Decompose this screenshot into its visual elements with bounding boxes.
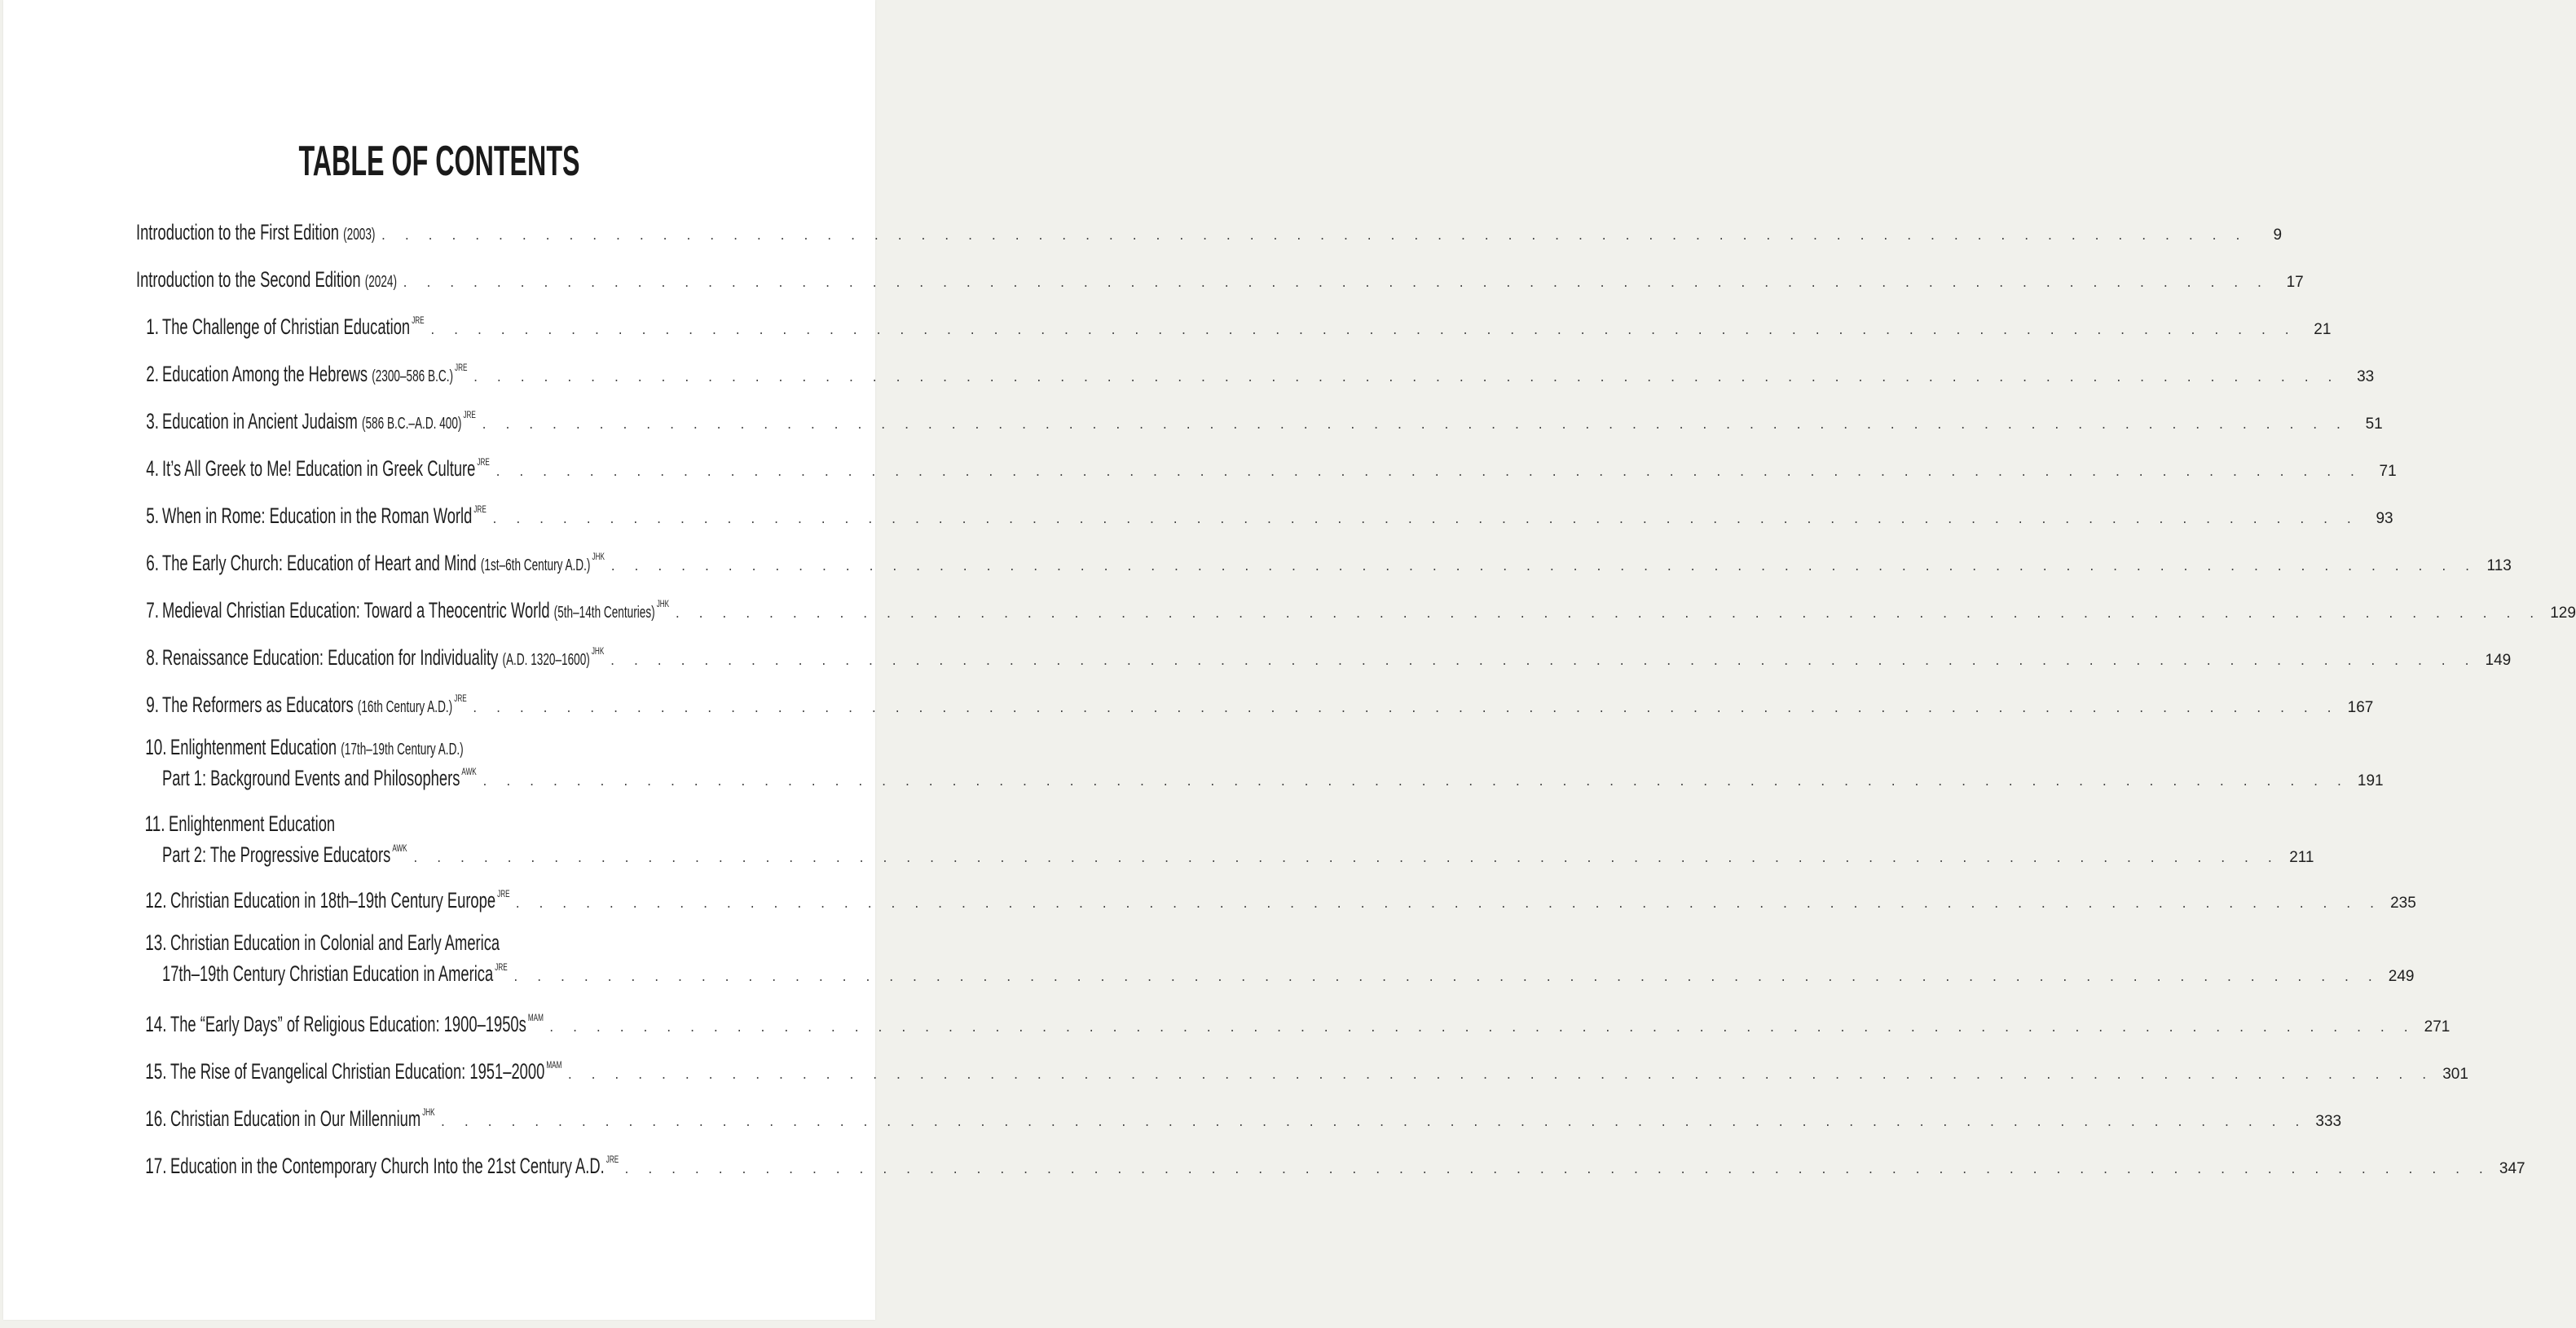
entry-number: 7. — [146, 598, 159, 622]
entry-title — [162, 362, 467, 387]
entry-title — [162, 503, 487, 529]
page-number: 333 — [2315, 1113, 2342, 1130]
entry-title-text: When in Rome: Education in the Roman World — [162, 503, 473, 528]
author-initials: JHK — [656, 598, 670, 609]
entry-number: 1. — [146, 314, 159, 339]
leader-dots: . . . . . . . . . . . . . . . . . . . . . . . . . . . . . . . . . . . . . . . . . . . . . . . . . . . . . . . . . . . . . . . . . . . . . . . . . . . . . . . . — [512, 972, 2379, 985]
entry-title — [170, 1059, 561, 1084]
author-initials: JRE — [455, 362, 468, 373]
page-number: 211 — [2289, 849, 2314, 866]
entry-title — [170, 1154, 619, 1179]
entry-title-text: Introduction to the Second Edition — [136, 267, 361, 292]
leader-dots: . . . . . . . . . . . . . . . . . . . . . . . . . . . . . . . . . . . . . . . . . . . . . . . . . . . . . . . . . . . . . . . . . . . . . . . . . . . . . . . . — [480, 420, 2347, 433]
toc-entry[interactable] — [136, 456, 2397, 489]
entry-number: 14. — [145, 1012, 167, 1036]
author-initials: JHK — [592, 551, 605, 562]
page-number: 51 — [2365, 416, 2383, 433]
leader-dots: . . . . . . . . . . . . . . . . . . . . . . . . . . . . . . . . . . . . . . . . . . . . . . . . . . . . . . . . . . . . . . . . . . . . . . . . . . . . . . . . — [471, 703, 2338, 716]
entry-number: 11. — [144, 811, 165, 836]
author-initials: AWK — [461, 766, 477, 777]
page-number: 271 — [2424, 1018, 2451, 1036]
entry-title — [170, 1012, 544, 1037]
entry-date-range: (A.D. 1320–1600) — [502, 651, 590, 669]
entry-title — [162, 645, 604, 671]
entry-number: 15. — [145, 1059, 167, 1084]
entry-subtitle-text: Part 1: Background Events and Philosophers — [162, 766, 460, 790]
toc-entry[interactable] — [136, 220, 2283, 253]
author-initials: JRE — [496, 888, 510, 899]
leader-dots: . . . . . . . . . . . . . . . . . . . . . . . . . . . . . . . . . . . . . . . . . . . . . . . . . . . . . . . . . . . . . . . . . . . . . . . . . . . . . . . . — [548, 1022, 2415, 1036]
leader-dots: . . . . . . . . . . . . . . . . . . . . . . . . . . . . . . . . . . . . . . . . . . . . . . . . . . . . . . . . . . . . . . . . . . . . . . . . . . . . . . . . — [412, 853, 2279, 866]
author-initials: JRE — [495, 961, 508, 973]
entry-title — [170, 930, 500, 956]
leader-dots: . . . . . . . . . . . . . . . . . . . . . . . . . . . . . . . . . . . . . . . . . . . . . . . . . . . . . . . . . . . . . . . . . . . . . . . . . . . . . . . . — [494, 467, 2361, 480]
leader-dots: . . . . . . . . . . . . . . . . . . . . . . . . . . . . . . . . . . . . . . . . . . . . . . . . . . . . . . . . . . . . . . . . . . . . . . . . . . . . . . . . — [513, 899, 2380, 912]
entry-date-range: (5th–14th Centuries) — [553, 604, 655, 622]
entry-title-text: The “Early Days” of Religious Education: 1900–1950s — [170, 1012, 526, 1036]
entry-title-text: Introduction to the First Edition — [136, 220, 340, 244]
entry-date-range: (2003) — [343, 226, 376, 244]
page-number: 249 — [2388, 968, 2415, 985]
entry-number: 6. — [146, 551, 159, 575]
entry-number: 5. — [146, 503, 159, 528]
entry-title — [136, 220, 375, 245]
entry-title — [162, 693, 467, 718]
entry-title-text: Enlightenment Education — [170, 735, 337, 759]
toc-entry[interactable] — [136, 503, 2393, 536]
leader-dots: . . . . . . . . . . . . . . . . . . . . . . . . . . . . . . . . . . . . . . . . . . . . . . . . . . . . . . . . . . . . . . . . . . . . . . . . . . . . . . . . — [401, 278, 2268, 291]
author-initials: JRE — [454, 693, 467, 704]
author-initials: JHK — [421, 1106, 435, 1118]
author-initials: MAM — [527, 1012, 544, 1023]
entry-title-text: The Early Church: Education of Heart and Mind — [162, 551, 477, 575]
leader-dots: . . . . . . . . . . . . . . . . . . . . . . . . . . . . . . . . . . . . . . . . . . . . . . . . . . . . . . . . . . . . . . . . . . . . . . . . . . . . . . . . — [610, 561, 2476, 574]
entry-title-text: Enlightenment Education — [168, 811, 335, 836]
entry-title-text: Education in Ancient Judaism — [162, 409, 358, 433]
page-number: 17 — [2286, 274, 2304, 291]
entry-title-text: Medieval Christian Education: Toward a Theocentric World — [162, 598, 550, 622]
entry-subtitle — [162, 961, 508, 987]
author-initials: JRE — [473, 503, 487, 515]
toc-entry[interactable] — [136, 693, 2374, 725]
entry-title — [162, 314, 425, 340]
author-initials: JHK — [591, 645, 605, 657]
entry-title-text: Education Among the Hebrews — [162, 362, 368, 386]
toc-entry[interactable] — [136, 645, 2512, 678]
entry-title-text: Christian Education in Our Millennium — [170, 1106, 421, 1131]
entry-number: 9. — [146, 693, 159, 717]
author-initials: AWK — [392, 842, 407, 854]
entry-title — [162, 409, 476, 434]
entry-title-text: The Challenge of Christian Education — [162, 314, 411, 339]
entry-title — [162, 551, 605, 576]
entry-date-range: (16th Century A.D.) — [357, 698, 453, 716]
entry-subtitle-text: 17th–19th Century Christian Education in America — [162, 961, 494, 986]
page-number: 235 — [2390, 895, 2416, 912]
entry-title — [170, 888, 510, 913]
toc-entry[interactable] — [136, 598, 2576, 631]
toc-entry[interactable] — [136, 362, 2375, 394]
leader-dots: . . . . . . . . . . . . . . . . . . . . . . . . . . . . . . . . . . . . . . . . . . . . . . . . . . . . . . . . . . . . . . . . . . . . . . . . . . . . . . . . — [380, 231, 2247, 244]
leader-dots: . . . . . . . . . . . . . . . . . . . . . . . . . . . . . . . . . . . . . . . . . . . . . . . . . . . . . . . . . . . . . . . . . . . . . . . . . . . . . . . . — [472, 372, 2339, 385]
page-number: 129 — [2550, 605, 2576, 622]
entry-title-text: The Rise of Evangelical Christian Education: 1951–2000 — [170, 1059, 544, 1084]
page-number: 21 — [2314, 321, 2332, 338]
entry-title — [136, 267, 397, 292]
page-number: 93 — [2376, 510, 2393, 527]
toc-entry[interactable] — [136, 409, 2383, 442]
entry-title — [169, 811, 335, 837]
toc-entry[interactable] — [136, 888, 2416, 921]
entry-title — [170, 1106, 435, 1132]
page-number: 167 — [2347, 699, 2374, 716]
entry-number: 16. — [145, 1106, 167, 1131]
author-initials: JRE — [605, 1154, 619, 1165]
toc-entry[interactable] — [136, 1012, 2451, 1044]
leader-dots: . . . . . . . . . . . . . . . . . . . . . . . . . . . . . . . . . . . . . . . . . . . . . . . . . . . . . . . . . . . . . . . . . . . . . . . . . . . . . . . . — [623, 1164, 2490, 1177]
entry-title-text: It’s All Greek to Me! Education in Greek Culture — [162, 456, 476, 481]
toc-entry[interactable] — [136, 735, 2384, 798]
entry-number: 17. — [145, 1154, 167, 1178]
entry-title — [170, 735, 464, 760]
page-number: 191 — [2357, 772, 2384, 789]
entry-date-range: (2024) — [364, 273, 398, 291]
entry-title-text: Education in the Contemporary Church Into the 21st Century A.D. — [170, 1154, 605, 1178]
book-page — [3, 0, 2576, 1320]
toc-entry[interactable] — [136, 811, 2314, 875]
entry-date-range: (586 B.C.–A.D. 400) — [361, 415, 462, 433]
leader-dots: . . . . . . . . . . . . . . . . . . . . . . . . . . . . . . . . . . . . . . . . . . . . . . . . . . . . . . . . . . . . . . . . . . . . . . . . . . . . . . . . — [429, 325, 2296, 338]
author-initials: JRE — [477, 456, 490, 468]
page-number: 149 — [2485, 652, 2512, 669]
toc-entry[interactable] — [136, 1106, 2342, 1139]
page-number: 347 — [2499, 1160, 2525, 1177]
leader-dots: . . . . . . . . . . . . . . . . . . . . . . . . . . . . . . . . . . . . . . . . . . . . . . . . . . . . . . . . . . . . . . . . . . . . . . . . . . . . . . . . — [674, 609, 2540, 622]
author-initials: JRE — [463, 409, 476, 420]
entry-date-range: (2300–586 B.C.) — [372, 367, 454, 385]
entry-number: 2. — [146, 362, 159, 386]
entry-title-text: Christian Education in 18th–19th Century Europe — [170, 888, 495, 912]
toc-entry[interactable] — [136, 551, 2512, 583]
leader-dots: . . . . . . . . . . . . . . . . . . . . . . . . . . . . . . . . . . . . . . . . . . . . . . . . . . . . . . . . . . . . . . . . . . . . . . . . . . . . . . . . — [609, 656, 2476, 669]
toc-entry[interactable] — [136, 1059, 2468, 1092]
page-number: 9 — [2273, 226, 2283, 244]
entry-number: 8. — [146, 645, 159, 670]
entry-title-text: Christian Education in Colonial and Early America — [170, 930, 500, 955]
leader-dots: . . . . . . . . . . . . . . . . . . . . . . . . . . . . . . . . . . . . . . . . . . . . . . . . . . . . . . . . . . . . . . . . . . . . . . . . . . . . . . . . — [439, 1117, 2306, 1130]
author-initials: MAM — [545, 1059, 561, 1071]
entry-number: 10. — [145, 735, 167, 759]
entry-number: 3. — [146, 409, 159, 433]
entry-number: 12. — [145, 888, 167, 912]
toc-entry[interactable] — [136, 1154, 2525, 1186]
entry-number: 13. — [145, 930, 167, 955]
toc-entry[interactable] — [136, 930, 2415, 994]
author-initials: JRE — [412, 314, 425, 326]
entry-subtitle-text: Part 2: The Progressive Educators — [162, 842, 391, 867]
entry-title-text: The Reformers as Educators — [162, 693, 354, 717]
toc-entry[interactable] — [136, 267, 2304, 300]
leader-dots: . . . . . . . . . . . . . . . . . . . . . . . . . . . . . . . . . . . . . . . . . . . . . . . . . . . . . . . . . . . . . . . . . . . . . . . . . . . . . . . . — [491, 514, 2358, 527]
page-title: TABLE OF CONTENTS — [298, 138, 580, 185]
entry-date-range: (17th–19th Century A.D.) — [340, 741, 464, 759]
entry-title-text: Renaissance Education: Education for Individuality — [162, 645, 499, 670]
page-number: 71 — [2379, 463, 2397, 480]
entry-number: 4. — [146, 456, 159, 481]
entry-date-range: (1st–6th Century A.D.) — [480, 556, 591, 574]
entry-title — [162, 456, 490, 482]
entry-subtitle — [162, 766, 477, 791]
leader-dots: . . . . . . . . . . . . . . . . . . . . . . . . . . . . . . . . . . . . . . . . . . . . . . . . . . . . . . . . . . . . . . . . . . . . . . . . . . . . . . . . — [481, 776, 2348, 789]
page-number: 301 — [2442, 1066, 2468, 1083]
page-number: 33 — [2357, 368, 2375, 385]
entry-title — [162, 598, 669, 623]
page-number: 113 — [2486, 557, 2512, 574]
toc-entry[interactable] — [136, 314, 2332, 347]
entry-subtitle — [162, 842, 407, 868]
leader-dots: . . . . . . . . . . . . . . . . . . . . . . . . . . . . . . . . . . . . . . . . . . . . . . . . . . . . . . . . . . . . . . . . . . . . . . . . . . . . . . . . — [566, 1070, 2433, 1083]
